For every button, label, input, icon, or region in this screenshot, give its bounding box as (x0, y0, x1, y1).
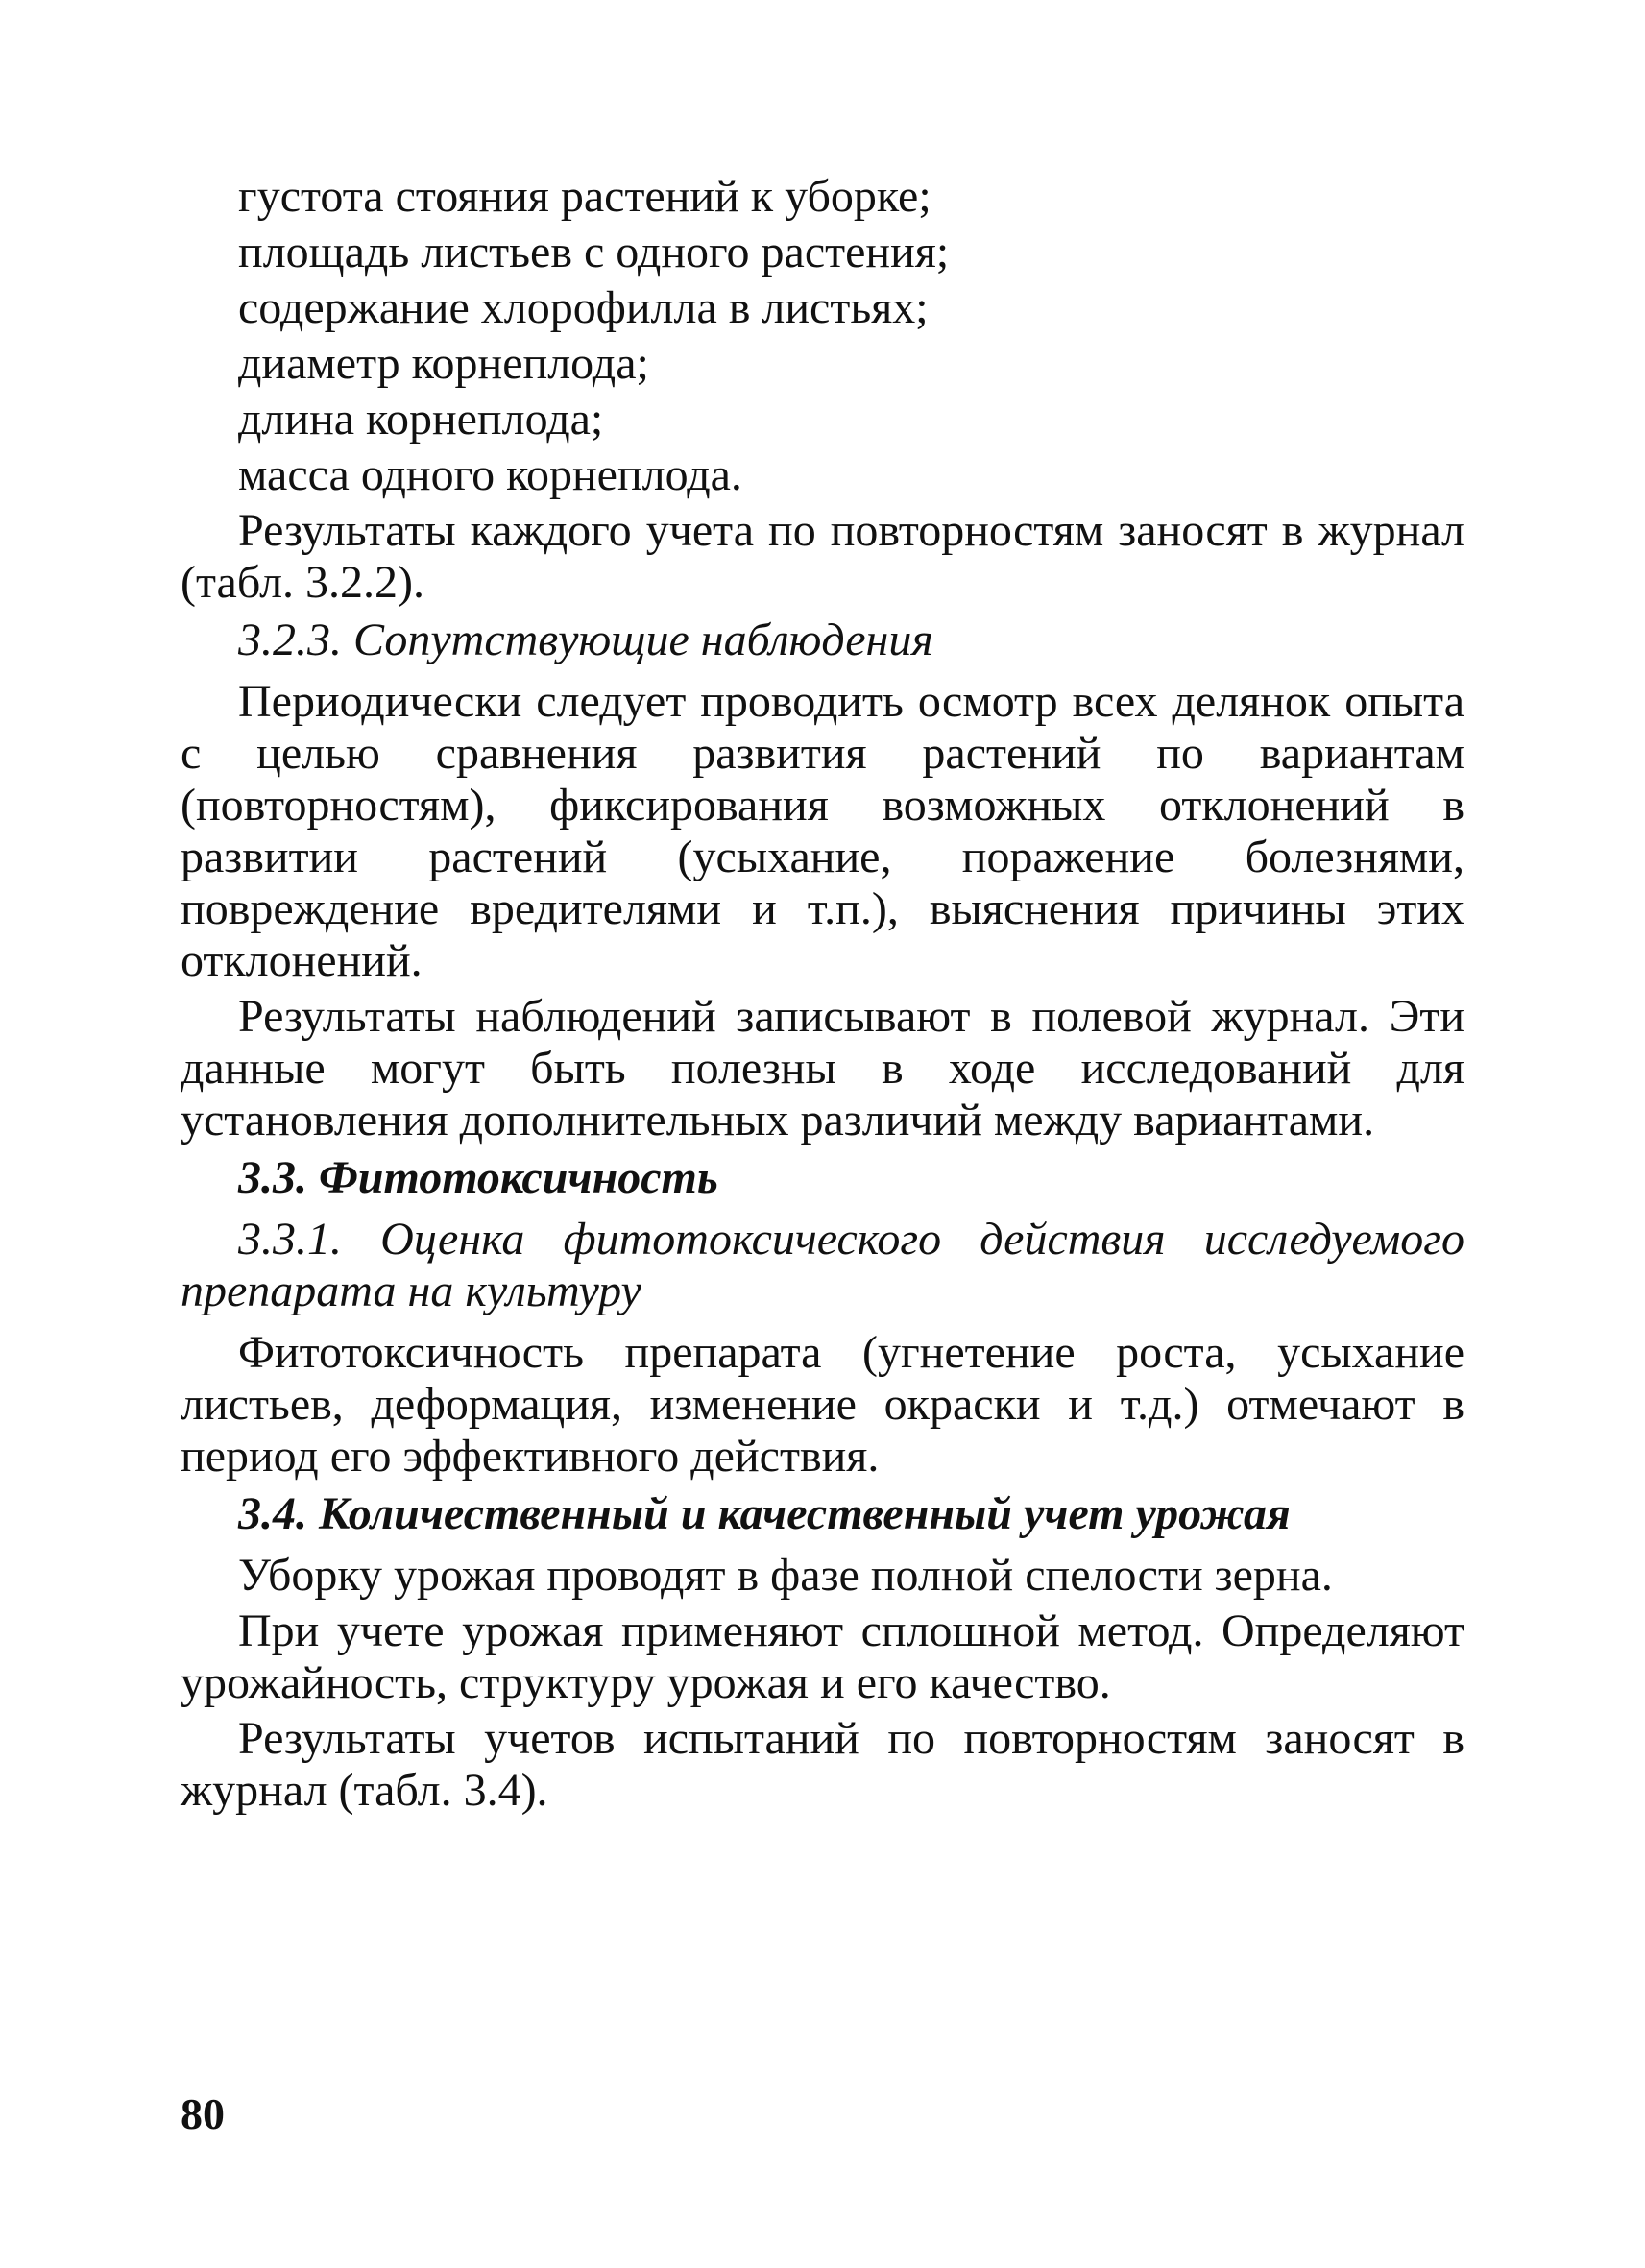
list-item: диаметр корнеплода; (238, 338, 649, 389)
page-number: 80 (181, 2089, 225, 2138)
page-content (181, 171, 1464, 1821)
list-item: масса одного корнеплода. (238, 449, 742, 500)
list-item: площадь листьев с одного растения; (238, 227, 950, 277)
paragraph-harvest-results: Результаты учетов испытаний по повторностям заносят в журнал (табл. 3.4). (181, 1713, 1464, 1816)
heading-3-3: 3.3. Фитотоксичность (238, 1152, 718, 1203)
paragraph-harvest-method: При учете урожая применяют сплошной метод. Определяют урожайность, структуру урожая и его качество. (181, 1605, 1464, 1708)
list-item: длина корнеплода; (238, 394, 604, 445)
heading-3-2-3: 3.2.3. Сопутствующие наблюдения (238, 615, 933, 665)
heading-3-3-1: 3.3.1. Оценка фитотоксического действия исследуемого препарата на культуру (181, 1214, 1464, 1316)
heading-3-4: 3.4. Количественный и качественный учет урожая (238, 1488, 1291, 1539)
paragraph-harvest: Уборку урожая проводят в фазе полной спелости зерна. (238, 1550, 1333, 1601)
paragraph-observations: Результаты наблюдений записывают в полевой журнал. Эти данные могут быть полезны в ходе исследований для установления дополнительных различий между вариантами. (181, 991, 1464, 1146)
list-item: содержание хлорофилла в листьях; (238, 282, 929, 333)
paragraph-inspection: Периодически следует проводить осмотр всех делянок опыта с целью сравнения развития растений по вариантам (повторностям), фиксирования возможных отклонений в развитии растений (усыхание, поражение болезнями, повреждение вредителями и т.п.), выяснения причины этих отклонений. (181, 676, 1464, 986)
paragraph-results-journal: Результаты каждого учета по повторностям заносят в журнал (табл. 3.2.2). (181, 505, 1464, 608)
measurement-list (181, 171, 1464, 501)
list-item: густота стояния растений к уборке; (238, 171, 931, 222)
paragraph-phytotoxicity: Фитотоксичность препарата (угнетение роста, усыхание листьев, деформация, изменение окраски и т.д.) отмечают в период его эффективного действия. (181, 1327, 1464, 1482)
